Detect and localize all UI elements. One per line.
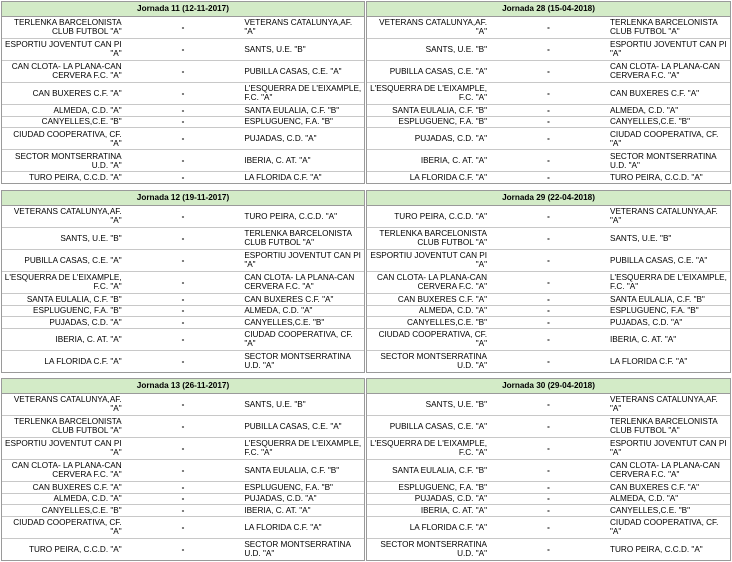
round-table [367, 191, 730, 372]
away-team: ESPORTIU JOVENTUT CAN PI "A" [609, 437, 730, 459]
match-row [367, 415, 730, 437]
match-row [367, 493, 730, 505]
match-separator: - [488, 38, 609, 60]
match-separator: - [123, 393, 244, 415]
match-separator: - [123, 538, 244, 560]
round-block [366, 1, 731, 184]
match-separator: - [488, 16, 609, 38]
match-separator: - [123, 172, 244, 183]
match-separator: - [123, 481, 244, 493]
away-team: SANTA EULALIA, C.F. "B" [243, 104, 364, 116]
match-separator: - [123, 415, 244, 437]
match-separator: - [123, 227, 244, 249]
round-table [2, 379, 364, 560]
match-separator: - [488, 393, 609, 415]
match-separator: - [488, 128, 609, 150]
round-table [367, 2, 730, 183]
match-separator: - [123, 271, 244, 293]
round-block [366, 190, 731, 373]
match-separator: - [123, 505, 244, 517]
match-row [2, 60, 364, 82]
match-separator: - [123, 205, 244, 227]
match-separator: - [123, 150, 244, 172]
home-team: CAN CLOTA- LA PLANA-CAN CERVERA F.C. "A" [2, 60, 123, 82]
home-team: PUJADAS, C.D. "A" [367, 493, 488, 505]
match-row [2, 415, 364, 437]
match-separator: - [488, 505, 609, 517]
round-title: Jornada 11 (12-11-2017) [2, 2, 364, 16]
away-team: IBERIA, C. AT. "A" [243, 150, 364, 172]
home-team: LA FLORIDA C.F. "A" [367, 172, 488, 183]
home-team: PUBILLA CASAS, C.E. "A" [367, 60, 488, 82]
match-row [2, 305, 364, 317]
match-row [367, 116, 730, 128]
match-separator: - [123, 104, 244, 116]
home-team: CANYELLES,C.E. "B" [2, 116, 123, 128]
away-team: VETERANS CATALUNYA,AF. "A" [243, 16, 364, 38]
away-team: PUJADAS, C.D. "A" [609, 317, 730, 329]
away-team: PUJADAS, C.D. "A" [243, 493, 364, 505]
round-header-row [2, 379, 364, 393]
match-row [367, 38, 730, 60]
match-separator: - [488, 60, 609, 82]
away-team: SANTS, U.E. "B" [243, 38, 364, 60]
match-separator: - [123, 328, 244, 350]
round-header-row [367, 2, 730, 16]
home-team: PUBILLA CASAS, C.E. "A" [2, 249, 123, 271]
match-row [2, 104, 364, 116]
away-team: L'ESQUERRA DE L'EIXAMPLE, F.C. "A" [609, 271, 730, 293]
match-row [367, 104, 730, 116]
home-team: CAN BUXERES C.F. "A" [2, 82, 123, 104]
home-team: VETERANS CATALUNYA,AF. "A" [2, 393, 123, 415]
away-team: CIUDAD COOPERATIVA, CF. "A" [243, 328, 364, 350]
round-block [1, 378, 365, 561]
match-separator: - [488, 481, 609, 493]
home-team: CAN BUXERES C.F. "A" [2, 481, 123, 493]
match-separator: - [488, 249, 609, 271]
away-team: ESPLUGUENC, F.A. "B" [243, 116, 364, 128]
match-row [2, 293, 364, 305]
away-team: ALMEDA, C.D. "A" [243, 305, 364, 317]
away-team: CAN CLOTA- LA PLANA-CAN CERVERA F.C. "A" [243, 271, 364, 293]
match-separator: - [123, 38, 244, 60]
match-row [2, 350, 364, 372]
home-team: CIUDAD COOPERATIVA, CF. "A" [2, 128, 123, 150]
match-row [2, 328, 364, 350]
match-row [2, 493, 364, 505]
away-team: VETERANS CATALUNYA,AF. "A" [609, 205, 730, 227]
home-team: ALMEDA, C.D. "A" [367, 305, 488, 317]
away-team: TERLENKA BARCELONISTA CLUB FUTBOL "A" [609, 16, 730, 38]
away-team: CAN BUXERES C.F. "A" [243, 293, 364, 305]
home-team: SANTS, U.E. "B" [367, 393, 488, 415]
away-team: SECTOR MONTSERRATINA U.D. "A" [609, 150, 730, 172]
home-team: TERLENKA BARCELONISTA CLUB FUTBOL "A" [367, 227, 488, 249]
round-header-row [2, 191, 364, 205]
match-row [2, 128, 364, 150]
match-row [367, 128, 730, 150]
home-team: PUBILLA CASAS, C.E. "A" [367, 415, 488, 437]
match-separator: - [488, 459, 609, 481]
round-block [1, 190, 365, 373]
home-team: PUJADAS, C.D. "A" [367, 128, 488, 150]
home-team: SANTA EULALIA, C.F. "B" [367, 104, 488, 116]
match-row [2, 150, 364, 172]
home-team: CIUDAD COOPERATIVA, CF. "A" [367, 328, 488, 350]
match-row [367, 538, 730, 560]
round-block [366, 378, 731, 561]
away-team: LA FLORIDA C.F. "A" [243, 172, 364, 183]
match-row [2, 505, 364, 517]
away-team: TURO PEIRA, C.C.D. "A" [243, 205, 364, 227]
home-team: ESPORTIU JOVENTUT CAN PI "A" [367, 249, 488, 271]
match-row [367, 150, 730, 172]
match-row [2, 481, 364, 493]
home-team: ESPORTIU JOVENTUT CAN PI "A" [2, 437, 123, 459]
match-row [2, 437, 364, 459]
match-row [367, 516, 730, 538]
match-row [2, 82, 364, 104]
away-team: ESPORTIU JOVENTUT CAN PI "A" [243, 249, 364, 271]
away-team: CANYELLES,C.E. "B" [609, 116, 730, 128]
match-row [2, 38, 364, 60]
home-team: IBERIA, C. AT. "A" [367, 505, 488, 517]
away-team: CAN CLOTA- LA PLANA-CAN CERVERA F.C. "A" [609, 60, 730, 82]
away-team: SECTOR MONTSERRATINA U.D. "A" [243, 538, 364, 560]
match-separator: - [123, 437, 244, 459]
match-row [2, 538, 364, 560]
match-separator: - [123, 350, 244, 372]
away-team: IBERIA, C. AT. "A" [609, 328, 730, 350]
away-team: TURO PEIRA, C.C.D. "A" [609, 538, 730, 560]
match-separator: - [123, 249, 244, 271]
home-team: TURO PEIRA, C.C.D. "A" [367, 205, 488, 227]
home-team: PUJADAS, C.D. "A" [2, 317, 123, 329]
match-row [367, 16, 730, 38]
round-title: Jornada 30 (29-04-2018) [367, 379, 730, 393]
match-separator: - [123, 493, 244, 505]
home-team: CAN BUXERES C.F. "A" [367, 293, 488, 305]
away-team: CIUDAD COOPERATIVA, CF. "A" [609, 128, 730, 150]
match-separator: - [488, 116, 609, 128]
match-separator: - [123, 116, 244, 128]
match-separator: - [123, 317, 244, 329]
match-separator: - [488, 493, 609, 505]
match-separator: - [488, 82, 609, 104]
home-team: LA FLORIDA C.F. "A" [367, 516, 488, 538]
home-team: IBERIA, C. AT. "A" [367, 150, 488, 172]
match-row [367, 271, 730, 293]
home-team: ESPORTIU JOVENTUT CAN PI "A" [2, 38, 123, 60]
home-team: TERLENKA BARCELONISTA CLUB FUTBOL "A" [2, 415, 123, 437]
match-separator: - [488, 271, 609, 293]
away-team: SANTS, U.E. "B" [609, 227, 730, 249]
away-team: CAN CLOTA- LA PLANA-CAN CERVERA F.C. "A" [609, 459, 730, 481]
match-row [2, 459, 364, 481]
away-team: LA FLORIDA C.F. "A" [243, 516, 364, 538]
match-separator: - [123, 82, 244, 104]
home-team: SANTA EULALIA, C.F. "B" [2, 293, 123, 305]
away-team: VETERANS CATALUNYA,AF. "A" [609, 393, 730, 415]
round-title: Jornada 29 (22-04-2018) [367, 191, 730, 205]
home-team: ESPLUGUENC, F.A. "B" [367, 116, 488, 128]
round-table [367, 379, 730, 560]
match-row [2, 116, 364, 128]
match-separator: - [488, 150, 609, 172]
home-team: L'ESQUERRA DE L'EIXAMPLE, F.C. "A" [367, 437, 488, 459]
match-row [367, 393, 730, 415]
match-row [367, 328, 730, 350]
match-separator: - [488, 227, 609, 249]
match-separator: - [488, 205, 609, 227]
home-team: CANYELLES,C.E. "B" [367, 317, 488, 329]
match-separator: - [488, 317, 609, 329]
match-separator: - [123, 60, 244, 82]
away-team: PUBILLA CASAS, C.E. "A" [609, 249, 730, 271]
match-row [2, 172, 364, 183]
away-team: SANTS, U.E. "B" [243, 393, 364, 415]
home-team: CANYELLES,C.E. "B" [2, 505, 123, 517]
round-table [2, 191, 364, 372]
away-team: SECTOR MONTSERRATINA U.D. "A" [243, 350, 364, 372]
match-separator: - [488, 172, 609, 183]
match-separator: - [488, 350, 609, 372]
away-team: LA FLORIDA C.F. "A" [609, 350, 730, 372]
match-separator: - [488, 104, 609, 116]
away-team: CAN BUXERES C.F. "A" [609, 82, 730, 104]
away-team: PUBILLA CASAS, C.E. "A" [243, 60, 364, 82]
match-separator: - [488, 437, 609, 459]
away-team: L'ESQUERRA DE L'EIXAMPLE, F.C. "A" [243, 82, 364, 104]
match-separator: - [123, 459, 244, 481]
home-team: CAN CLOTA- LA PLANA-CAN CERVERA F.C. "A" [367, 271, 488, 293]
home-team: SECTOR MONTSERRATINA U.D. "A" [367, 350, 488, 372]
match-row [367, 350, 730, 372]
away-team: ESPLUGUENC, F.A. "B" [243, 481, 364, 493]
home-team: CIUDAD COOPERATIVA, CF. "A" [2, 516, 123, 538]
home-team: IBERIA, C. AT. "A" [2, 328, 123, 350]
home-team: VETERANS CATALUNYA,AF. "A" [367, 16, 488, 38]
round-header-row [367, 379, 730, 393]
home-team: ALMEDA, C.D. "A" [2, 493, 123, 505]
match-row [367, 459, 730, 481]
home-team: ESPLUGUENC, F.A. "B" [2, 305, 123, 317]
match-separator: - [488, 293, 609, 305]
match-separator: - [488, 516, 609, 538]
round-header-row [367, 191, 730, 205]
match-row [367, 249, 730, 271]
home-team: TURO PEIRA, C.C.D. "A" [2, 172, 123, 183]
match-row [367, 317, 730, 329]
round-title: Jornada 12 (19-11-2017) [2, 191, 364, 205]
away-team: TERLENKA BARCELONISTA CLUB FUTBOL "A" [609, 415, 730, 437]
match-separator: - [123, 128, 244, 150]
away-team: SANTA EULALIA, C.F. "B" [609, 293, 730, 305]
round-header-row [2, 2, 364, 16]
match-row [2, 227, 364, 249]
home-team: ESPLUGUENC, F.A. "B" [367, 481, 488, 493]
home-team: SANTA EULALIA, C.F. "B" [367, 459, 488, 481]
away-team: CIUDAD COOPERATIVA, CF. "A" [609, 516, 730, 538]
home-team: L'ESQUERRA DE L'EIXAMPLE, F.C. "A" [367, 82, 488, 104]
away-team: IBERIA, C. AT. "A" [243, 505, 364, 517]
round-title: Jornada 13 (26-11-2017) [2, 379, 364, 393]
away-team: CAN BUXERES C.F. "A" [609, 481, 730, 493]
home-team: CAN CLOTA- LA PLANA-CAN CERVERA F.C. "A" [2, 459, 123, 481]
away-team: L'ESQUERRA DE L'EIXAMPLE, F.C. "A" [243, 437, 364, 459]
home-team: SECTOR MONTSERRATINA U.D. "A" [2, 150, 123, 172]
home-team: TURO PEIRA, C.C.D. "A" [2, 538, 123, 560]
match-row [367, 437, 730, 459]
match-separator: - [123, 16, 244, 38]
home-team: SANTS, U.E. "B" [367, 38, 488, 60]
away-team: PUBILLA CASAS, C.E. "A" [243, 415, 364, 437]
match-row [2, 205, 364, 227]
match-row [2, 249, 364, 271]
away-team: CANYELLES,C.E. "B" [609, 505, 730, 517]
home-team: SANTS, U.E. "B" [2, 227, 123, 249]
away-team: ESPLUGUENC, F.A. "B" [609, 305, 730, 317]
match-row [367, 60, 730, 82]
away-team: ALMEDA, C.D. "A" [609, 104, 730, 116]
home-team: ALMEDA, C.D. "A" [2, 104, 123, 116]
match-separator: - [123, 305, 244, 317]
home-team: LA FLORIDA C.F. "A" [2, 350, 123, 372]
match-row [367, 82, 730, 104]
round-title: Jornada 28 (15-04-2018) [367, 2, 730, 16]
home-team: VETERANS CATALUNYA,AF. "A" [2, 205, 123, 227]
match-row [2, 516, 364, 538]
match-row [367, 227, 730, 249]
away-team: SANTA EULALIA, C.F. "B" [243, 459, 364, 481]
match-row [367, 505, 730, 517]
match-row [367, 305, 730, 317]
away-team: ESPORTIU JOVENTUT CAN PI "A" [609, 38, 730, 60]
away-team: ALMEDA, C.D. "A" [609, 493, 730, 505]
match-row [2, 317, 364, 329]
match-row [2, 393, 364, 415]
match-row [367, 205, 730, 227]
match-row [367, 481, 730, 493]
match-row [367, 172, 730, 183]
match-separator: - [488, 415, 609, 437]
match-separator: - [488, 328, 609, 350]
home-team: L'ESQUERRA DE L'EIXAMPLE, F.C. "A" [2, 271, 123, 293]
away-team: PUJADAS, C.D. "A" [243, 128, 364, 150]
match-separator: - [123, 516, 244, 538]
home-team: TERLENKA BARCELONISTA CLUB FUTBOL "A" [2, 16, 123, 38]
round-table [2, 2, 364, 183]
match-row [367, 293, 730, 305]
match-separator: - [488, 305, 609, 317]
match-separator: - [488, 538, 609, 560]
round-block [1, 1, 365, 184]
home-team: SECTOR MONTSERRATINA U.D. "A" [367, 538, 488, 560]
match-separator: - [123, 293, 244, 305]
away-team: TERLENKA BARCELONISTA CLUB FUTBOL "A" [243, 227, 364, 249]
away-team: TURO PEIRA, C.C.D. "A" [609, 172, 730, 183]
match-row [2, 271, 364, 293]
away-team: CANYELLES,C.E. "B" [243, 317, 364, 329]
match-row [2, 16, 364, 38]
